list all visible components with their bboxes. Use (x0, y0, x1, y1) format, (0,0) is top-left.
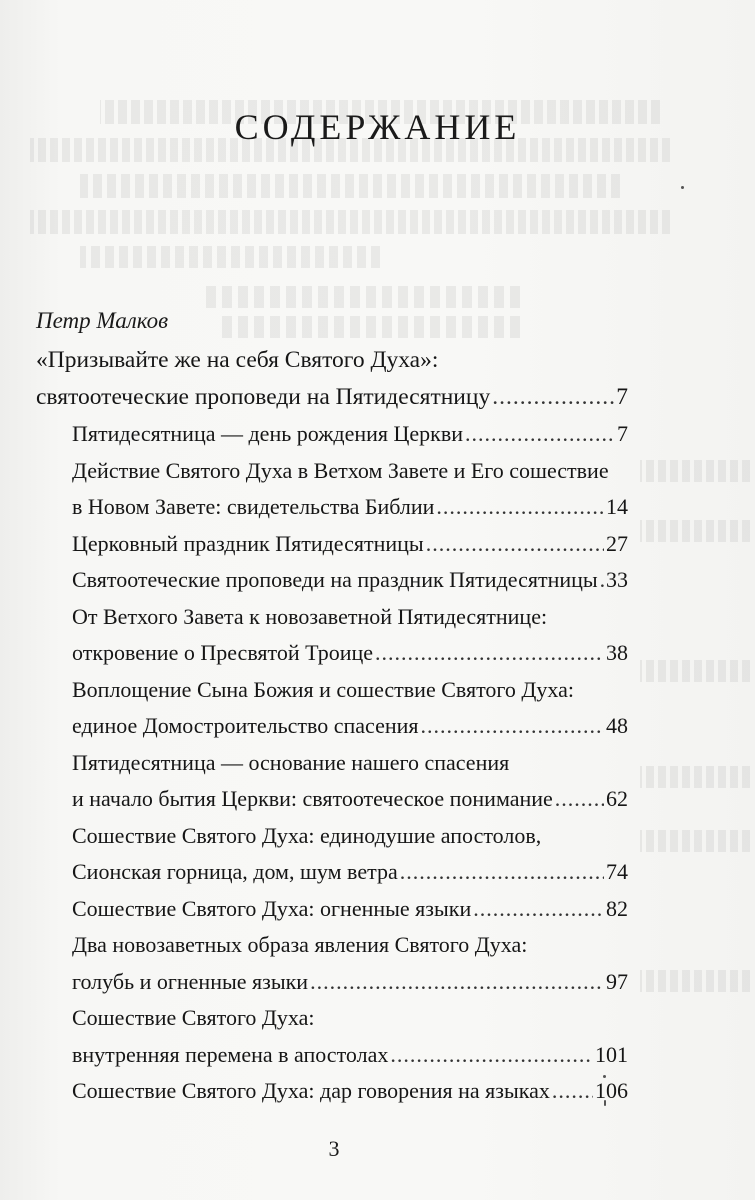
toc-page-number: 14 (606, 494, 628, 519)
toc-page-number: 106 (595, 1078, 628, 1103)
table-of-contents (36, 342, 628, 1110)
toc-entry-title-line: Сошествие Святого Духа: огненные языки (72, 895, 472, 921)
toc-leader-dots (600, 562, 604, 599)
toc-page-number: 27 (606, 530, 628, 556)
toc-leader-dots (465, 416, 615, 453)
toc-entry-title-line: Сионская горница, дом, шум ветра (72, 859, 398, 884)
toc-entry-title-line: единое Домостроительство спасения (72, 713, 419, 738)
bleed-through-line (30, 210, 670, 234)
toc-leader-dots (375, 635, 604, 672)
toc-entry-title-line: внутренняя перемена в апостолах (72, 1041, 389, 1067)
toc-page-number: 7 (616, 384, 628, 410)
toc-leader-dots (552, 1073, 593, 1110)
toc-entry-title-line: Сошествие Святого Духа: дар говорения на языках (72, 1078, 550, 1103)
toc-page-number: 38 (606, 640, 628, 665)
toc-entry[interactable] (36, 891, 628, 928)
toc-leader-dots (492, 379, 614, 416)
bleed-through-line (640, 660, 750, 682)
toc-entry-title-line: Действие Святого Духа в Ветхом Завете и Его сошествие (72, 457, 609, 483)
bleed-through-line (220, 316, 520, 338)
toc-leader-dots (555, 781, 604, 818)
toc-leader-dots (421, 708, 605, 745)
toc-entry-title-line: Сошествие Святого Духа: единодушие апостолов, (72, 822, 542, 848)
bleed-through-line (640, 830, 750, 852)
toc-page-number: 74 (606, 859, 628, 884)
toc-page-number: 48 (606, 713, 628, 738)
toc-leader-dots (310, 964, 604, 1001)
toc-entry-title-line: святоотеческие проповеди на Пятидесятницу (36, 384, 491, 410)
toc-entry[interactable] (36, 416, 628, 453)
author-name: Петр Малков (36, 308, 169, 333)
toc-entry-title-line: в Новом Завете: свидетельства Библии (72, 494, 435, 519)
page-title: СОДЕРЖАНИЕ (234, 107, 521, 148)
toc-entry[interactable] (36, 342, 628, 416)
toc-entry[interactable] (36, 526, 628, 563)
toc-leader-dots (390, 1037, 593, 1074)
bleed-through-line (80, 174, 620, 198)
bleed-through-line (640, 520, 750, 542)
bleed-through-line (640, 970, 750, 992)
toc-page-number: 62 (606, 786, 628, 811)
toc-entry-title-line: откровение о Пресвятой Троице (72, 640, 374, 665)
bleed-through-line (640, 460, 750, 482)
toc-leader-dots (473, 891, 604, 928)
toc-page-number: 33 (606, 567, 628, 592)
toc-leader-dots (426, 526, 604, 563)
toc-page-number: 101 (595, 1041, 628, 1067)
toc-entry[interactable] (36, 1000, 628, 1073)
toc-entry[interactable] (36, 562, 628, 599)
toc-page-number: 82 (606, 895, 628, 921)
toc-entry[interactable] (36, 453, 628, 526)
toc-entry-title-line: «Призывайте же на себя Святого Духа»: (36, 347, 439, 373)
toc-entry-title-line: Пятидесятница — основание нашего спасения (72, 749, 510, 775)
toc-entry-title-line: Пятидесятница — день рождения Церкви (72, 421, 464, 446)
toc-entry-title-line: Сошествие Святого Духа: (72, 1005, 315, 1030)
toc-entry[interactable] (36, 927, 628, 1000)
toc-entry-title-line: голубь и огненные языки (72, 968, 309, 994)
toc-entry-title-line: Святоотеческие проповеди на праздник Пятидесятницы (72, 567, 598, 592)
bleed-through-line (80, 246, 380, 268)
paper-speck (681, 186, 684, 189)
toc-entry[interactable] (36, 818, 628, 891)
toc-entry-title-line: и начало бытия Церкви: святоотеческое понимание (72, 786, 553, 811)
toc-page-number: 97 (606, 968, 628, 994)
toc-entry-title-line: Воплощение Сына Божия и сошествие Святого Духа: (72, 676, 574, 702)
toc-entry-title-line: Церковный праздник Пятидесятницы (72, 530, 424, 556)
toc-entry[interactable] (36, 672, 628, 745)
toc-leader-dots (436, 489, 604, 526)
toc-entry-title-line: Два новозаветных образа явления Святого Духа: (72, 932, 528, 957)
toc-entry[interactable] (36, 1073, 628, 1110)
toc-page-number: 7 (617, 421, 628, 446)
toc-leader-dots (400, 854, 604, 891)
bleed-through-line (640, 766, 750, 788)
toc-entry[interactable] (36, 599, 628, 672)
toc-entry-title-line: От Ветхого Завета к новозаветной Пятидесятнице: (72, 603, 548, 629)
toc-entry[interactable] (36, 745, 628, 818)
page-number: 3 (328, 1136, 340, 1161)
bleed-through-line (200, 286, 520, 308)
